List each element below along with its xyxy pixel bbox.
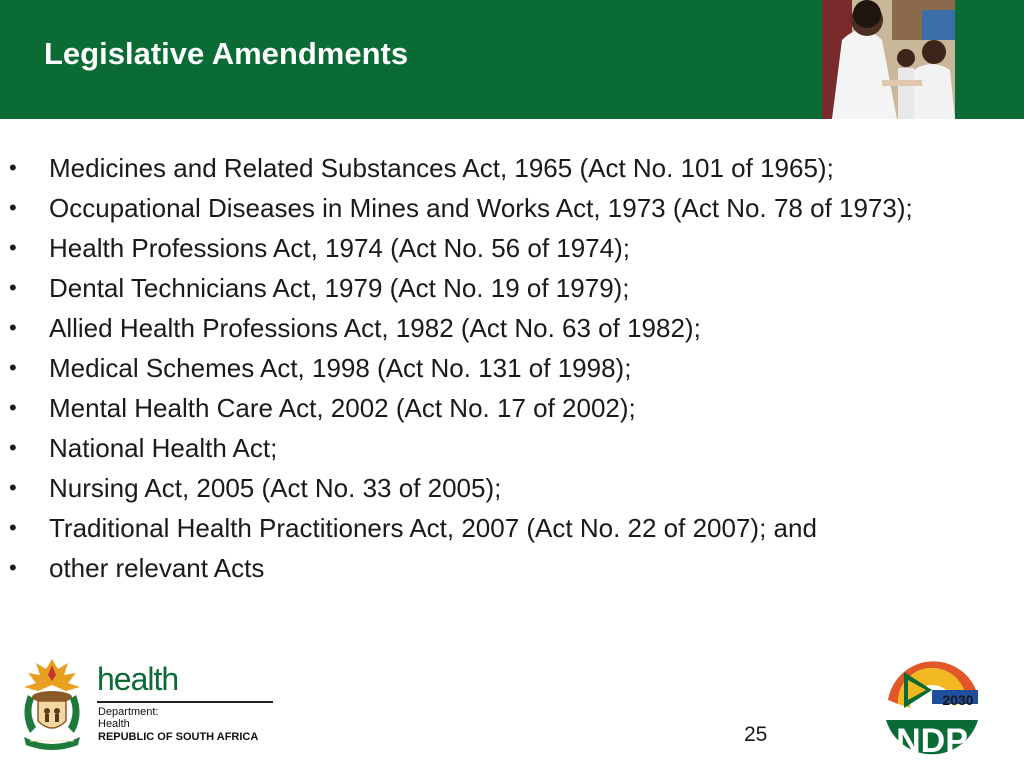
- bullet-text: Medicines and Related Substances Act, 1965 (Act No. 101 of 1965);: [49, 153, 834, 183]
- department-of-health-logo: [14, 655, 284, 755]
- ndp-logo-text: NDP: [896, 722, 968, 760]
- bullet-text: other relevant Acts: [49, 553, 265, 583]
- bullet-icon: •: [9, 275, 17, 300]
- slide-header: [0, 0, 1024, 119]
- bullet-icon: •: [9, 355, 17, 380]
- coat-of-arms-icon: [14, 655, 90, 751]
- bullet-icon: •: [9, 515, 17, 540]
- bullet-text: National Health Act;: [49, 433, 278, 463]
- health-wordmark: health: [97, 661, 179, 697]
- ndp-year-text: 2030: [942, 692, 974, 708]
- header-photo: [822, 0, 955, 119]
- bullet-text: Occupational Diseases in Mines and Works Act, 1973 (Act No. 78 of 1973);: [49, 193, 913, 223]
- ndp-2030-logo-icon: [874, 660, 992, 760]
- bullet-text: Allied Health Professions Act, 1982 (Act No. 63 of 1982);: [49, 313, 701, 343]
- bullet-icon: •: [9, 475, 17, 500]
- department-name: Health: [98, 718, 130, 730]
- bullet-text: Traditional Health Practitioners Act, 2007 (Act No. 22 of 2007); and: [49, 513, 817, 543]
- country-name: REPUBLIC OF SOUTH AFRICA: [98, 731, 259, 743]
- bullet-text: Mental Health Care Act, 2002 (Act No. 17 of 2002);: [49, 393, 636, 423]
- slide-title: Legislative Amendments: [44, 36, 409, 71]
- bullet-text: Nursing Act, 2005 (Act No. 33 of 2005);: [49, 473, 502, 503]
- divider: [97, 701, 273, 703]
- bullet-text: Dental Technicians Act, 1979 (Act No. 19 of 1979);: [49, 273, 630, 303]
- bullet-icon: •: [9, 155, 17, 180]
- bullet-icon: •: [9, 555, 17, 580]
- bullet-icon: •: [9, 435, 17, 460]
- page-number: 25: [744, 723, 768, 746]
- department-label: Department:: [98, 706, 159, 718]
- bullet-icon: •: [9, 315, 17, 340]
- bullet-text: Health Professions Act, 1974 (Act No. 56 of 1974);: [49, 233, 630, 263]
- bullet-icon: •: [9, 235, 17, 260]
- bullet-icon: •: [9, 395, 17, 420]
- bullet-icon: •: [9, 195, 17, 220]
- bullet-text: Medical Schemes Act, 1998 (Act No. 131 of 1998);: [49, 353, 632, 383]
